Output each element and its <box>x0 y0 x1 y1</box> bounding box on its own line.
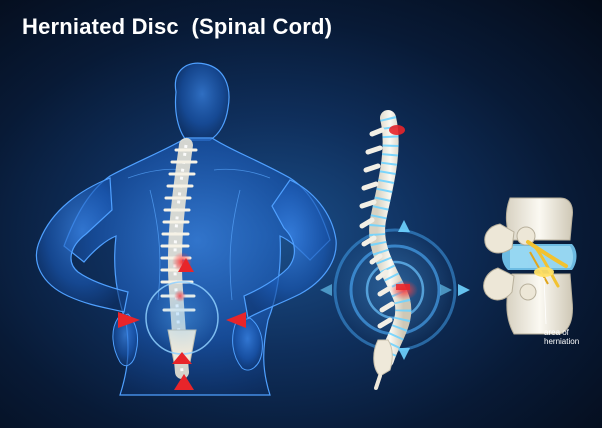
vertebra-closeup <box>484 198 577 334</box>
arrow-marker-top <box>398 220 410 232</box>
herniation-callout <box>544 328 579 346</box>
spine-column <box>320 118 470 388</box>
head <box>175 63 229 140</box>
arrow-marker-right-side <box>458 284 470 296</box>
diagram-title: Herniated Disc (Spinal Cord) <box>22 14 333 39</box>
callout-line-1: area of <box>544 328 569 337</box>
arrow-marker-bottom <box>398 348 410 360</box>
callout-line-2: herniation <box>544 337 580 346</box>
human-back-figure <box>36 63 336 395</box>
herniation-bulge <box>534 267 554 277</box>
